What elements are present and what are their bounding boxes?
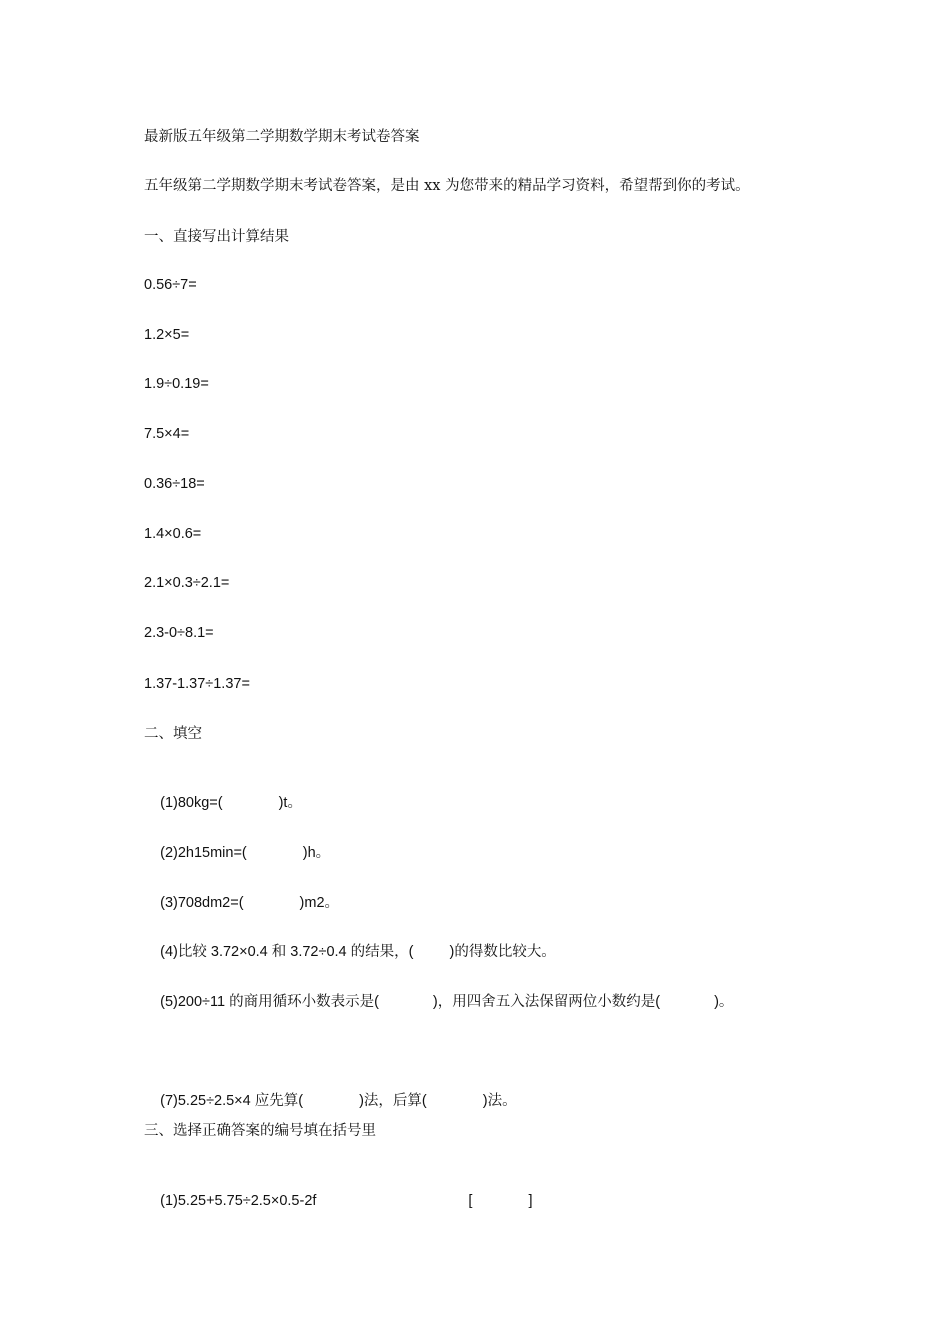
calc-item-7: 2.1×0.3÷2.1= [144,575,230,591]
fill-q5-part-c: )。 [714,994,734,1010]
calc-item-9: 1.37-1.37÷1.37= [144,676,250,692]
section2-heading: 二、填空 [144,726,202,742]
fill-q2-part-a: (2)2h15min=( [160,845,247,861]
calc-item-6: 1.4×0.6= [144,526,202,542]
calc-item-5: 0.36÷18= [144,476,205,492]
fill-q4-part-a: (4)比较 3.72×0.4 和 3.72÷0.4 的结果，( [160,944,414,960]
fill-q2-part-b: )h。 [302,845,331,861]
calc-item-1: 0.56÷7= [144,277,197,293]
fill-q7-part-b: )法，后算( [359,1093,427,1109]
fill-q5-part-b: )，用四舍五入法保留两位小数约是( [432,994,661,1010]
fill-q4-part-b: )的得数比较大。 [449,944,556,960]
calc-item-4: 7.5×4= [144,426,190,442]
fill-question-5 [144,972,733,1032]
fill-q1-part-a: (1)80kg=( [160,795,223,811]
doc-title: 最新版五年级第二学期数学期末考试卷答案 [144,129,420,145]
intro-paragraph: 五年级第二学期数学期末考试卷答案，是由 xx 为您带来的精品学习资料，希望帮到你的考试。 [144,178,750,194]
choice-question-1 [144,1171,532,1231]
calc-item-2: 1.2×5= [144,327,190,343]
section3-heading: 三、选择正确答案的编号填在括号里 [144,1123,376,1139]
calc-item-8: 2.3-0÷8.1= [144,625,214,641]
fill-q1-part-b: )t。 [278,795,302,811]
calc-item-3: 1.9÷0.19= [144,376,209,392]
fill-q7-part-a: (7)5.25÷2.5×4 应先算( [160,1093,304,1109]
choice-q1-expression: (1)5.25+5.75÷2.5×0.5-2f [160,1193,317,1209]
fill-q5-part-a: (5)200÷11 的商用循环小数表示是( [160,994,379,1010]
choice-q1-open-bracket: [ [468,1193,473,1209]
section1-heading: 一、直接写出计算结果 [144,229,289,245]
fill-q7-part-c: )法。 [482,1093,517,1109]
choice-q1-close-bracket: ] [528,1193,533,1209]
fill-q3-part-a: (3)708dm2=( [160,895,244,911]
fill-q3-part-b: )m2。 [299,895,340,911]
